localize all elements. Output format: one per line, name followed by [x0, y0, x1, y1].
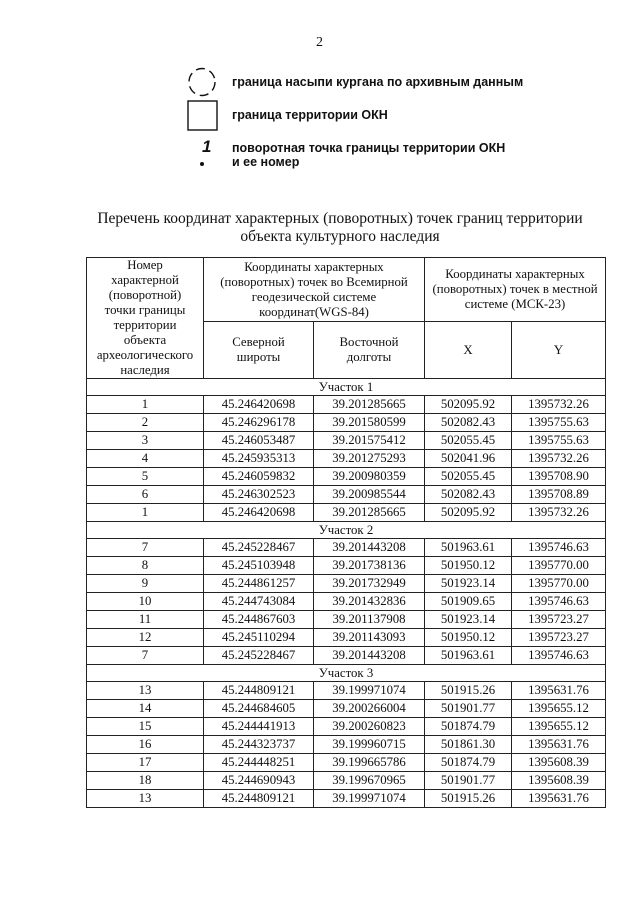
cell-north-latitude: 45.245228467: [204, 647, 314, 665]
cell-x: 501901.77: [425, 772, 512, 790]
cell-point-number: 3: [87, 432, 204, 450]
cell-y: 1395723.27: [512, 611, 606, 629]
cell-x: 501909.65: [425, 593, 512, 611]
table-row: [87, 736, 606, 754]
cell-y: 1395723.27: [512, 629, 606, 647]
table-row: [87, 539, 606, 557]
cell-north-latitude: 45.244809121: [204, 682, 314, 700]
table-row: [87, 718, 606, 736]
cell-y: 1395770.00: [512, 575, 606, 593]
header-wgs84: Координаты характерных (поворотных) точек во Всемирной геодезической системе координат(WGS-84): [204, 258, 425, 322]
table-row: [87, 504, 606, 522]
cell-point-number: 18: [87, 772, 204, 790]
header-msk23: Координаты характерных (поворотных) точек в местной системе (МСК-23): [425, 258, 606, 322]
cell-x: 501874.79: [425, 718, 512, 736]
cell-east-longitude: 39.199670965: [314, 772, 425, 790]
cell-x: 502095.92: [425, 396, 512, 414]
table-row: [87, 396, 606, 414]
table-row: [87, 700, 606, 718]
cell-east-longitude: 39.199665786: [314, 754, 425, 772]
table-row: [87, 593, 606, 611]
cell-east-longitude: 39.200266004: [314, 700, 425, 718]
cell-north-latitude: 45.245228467: [204, 539, 314, 557]
cell-east-longitude: 39.201137908: [314, 611, 425, 629]
cell-x: 502055.45: [425, 432, 512, 450]
cell-y: 1395608.39: [512, 754, 606, 772]
cell-x: 501950.12: [425, 557, 512, 575]
cell-point-number: 15: [87, 718, 204, 736]
cell-north-latitude: 45.244861257: [204, 575, 314, 593]
table-row: [87, 772, 606, 790]
cell-y: 1395631.76: [512, 736, 606, 754]
cell-north-latitude: 45.244743084: [204, 593, 314, 611]
table-title-line1: Перечень координат характерных (поворотных) точек границ территории: [97, 210, 583, 227]
table-body: [87, 379, 606, 808]
cell-east-longitude: 39.201443208: [314, 647, 425, 665]
cell-y: 1395755.63: [512, 432, 606, 450]
cell-y: 1395770.00: [512, 557, 606, 575]
table-row: [87, 754, 606, 772]
cell-point-number: 8: [87, 557, 204, 575]
cell-point-number: 11: [87, 611, 204, 629]
cell-point-number: 10: [87, 593, 204, 611]
cell-y: 1395608.39: [512, 772, 606, 790]
section-row: [87, 665, 606, 682]
cell-y: 1395732.26: [512, 504, 606, 522]
header-east-longitude: Восточной долготы: [314, 322, 425, 379]
table-row: [87, 414, 606, 432]
cell-east-longitude: 39.200980359: [314, 468, 425, 486]
cell-north-latitude: 45.244690943: [204, 772, 314, 790]
cell-east-longitude: 39.201580599: [314, 414, 425, 432]
cell-x: 502082.43: [425, 486, 512, 504]
cell-north-latitude: 45.244448251: [204, 754, 314, 772]
table-row: [87, 486, 606, 504]
header-point-number: Номер характерной (поворотной) точки границы территории объекта археологического наследия: [87, 258, 204, 379]
legend-label-turning-point-number: и ее номер: [232, 155, 300, 169]
cell-north-latitude: 45.246059832: [204, 468, 314, 486]
cell-x: 501923.14: [425, 575, 512, 593]
cell-north-latitude: 45.245110294: [204, 629, 314, 647]
cell-y: 1395755.63: [512, 414, 606, 432]
cell-y: 1395746.63: [512, 647, 606, 665]
cell-x: 501915.26: [425, 790, 512, 808]
legend-label-turning-point: поворотная точка границы территории ОКН: [232, 141, 506, 155]
cell-north-latitude: 45.245935313: [204, 450, 314, 468]
cell-point-number: 9: [87, 575, 204, 593]
cell-point-number: 1: [87, 504, 204, 522]
cell-y: 1395655.12: [512, 718, 606, 736]
legend-label-mound-boundary: граница насыпи кургана по архивным данным: [232, 75, 524, 89]
cell-point-number: 1: [87, 396, 204, 414]
cell-north-latitude: 45.244809121: [204, 790, 314, 808]
table-row: [87, 629, 606, 647]
cell-x: 501901.77: [425, 700, 512, 718]
cell-y: 1395732.26: [512, 450, 606, 468]
cell-point-number: 13: [87, 790, 204, 808]
cell-x: 502041.96: [425, 450, 512, 468]
cell-x: 501950.12: [425, 629, 512, 647]
table-row: [87, 647, 606, 665]
cell-y: 1395746.63: [512, 539, 606, 557]
table-header: [87, 258, 606, 379]
cell-east-longitude: 39.199971074: [314, 790, 425, 808]
cell-north-latitude: 45.244867603: [204, 611, 314, 629]
cell-y: 1395631.76: [512, 682, 606, 700]
cell-east-longitude: 39.201285665: [314, 396, 425, 414]
cell-north-latitude: 45.246053487: [204, 432, 314, 450]
table-row: [87, 575, 606, 593]
table-row: [87, 450, 606, 468]
cell-point-number: 2: [87, 414, 204, 432]
table-title-line2: объекта культурного наследия: [240, 228, 440, 245]
section-title: Участок 1: [87, 379, 606, 396]
cell-y: 1395708.90: [512, 468, 606, 486]
point-marker-dot: [200, 162, 204, 166]
cell-east-longitude: 39.201738136: [314, 557, 425, 575]
cell-east-longitude: 39.201285665: [314, 504, 425, 522]
header-y: Y: [512, 322, 606, 379]
cell-point-number: 16: [87, 736, 204, 754]
cell-north-latitude: 45.246296178: [204, 414, 314, 432]
cell-y: 1395655.12: [512, 700, 606, 718]
cell-x: 501915.26: [425, 682, 512, 700]
dashed-circle-icon: [187, 66, 217, 98]
table-row: [87, 682, 606, 700]
point-marker-icon: [196, 137, 216, 169]
section-title: Участок 2: [87, 522, 606, 539]
cell-north-latitude: 45.246302523: [204, 486, 314, 504]
cell-point-number: 14: [87, 700, 204, 718]
cell-north-latitude: 45.246420698: [204, 504, 314, 522]
cell-east-longitude: 39.201275293: [314, 450, 425, 468]
cell-x: 502055.45: [425, 468, 512, 486]
table-row: [87, 611, 606, 629]
cell-point-number: 13: [87, 682, 204, 700]
cell-y: 1395631.76: [512, 790, 606, 808]
cell-point-number: 5: [87, 468, 204, 486]
cell-east-longitude: 39.201143093: [314, 629, 425, 647]
header-north-latitude: Северной широты: [204, 322, 314, 379]
cell-x: 501963.61: [425, 539, 512, 557]
cell-east-longitude: 39.201443208: [314, 539, 425, 557]
cell-y: 1395732.26: [512, 396, 606, 414]
cell-east-longitude: 39.201575412: [314, 432, 425, 450]
cell-east-longitude: 39.201432836: [314, 593, 425, 611]
table-title: [60, 210, 620, 246]
point-marker-number: 1: [202, 137, 212, 156]
cell-point-number: 4: [87, 450, 204, 468]
section-row: [87, 522, 606, 539]
cell-x: 502082.43: [425, 414, 512, 432]
page-number: 2: [316, 35, 323, 50]
table-row: [87, 432, 606, 450]
section-row: [87, 379, 606, 396]
cell-north-latitude: 45.244441913: [204, 718, 314, 736]
cell-east-longitude: 39.200985544: [314, 486, 425, 504]
section-title: Участок 3: [87, 665, 606, 682]
cell-point-number: 7: [87, 539, 204, 557]
cell-point-number: 7: [87, 647, 204, 665]
cell-point-number: 12: [87, 629, 204, 647]
cell-x: 501874.79: [425, 754, 512, 772]
table-row: [87, 790, 606, 808]
cell-east-longitude: 39.199960715: [314, 736, 425, 754]
cell-north-latitude: 45.246420698: [204, 396, 314, 414]
legend-label-okn-boundary: граница территории ОКН: [232, 108, 388, 122]
cell-north-latitude: 45.244684605: [204, 700, 314, 718]
cell-x: 502095.92: [425, 504, 512, 522]
cell-x: 501923.14: [425, 611, 512, 629]
cell-east-longitude: 39.199971074: [314, 682, 425, 700]
square-outline-icon: [187, 100, 219, 132]
cell-x: 501861.30: [425, 736, 512, 754]
table-row: [87, 468, 606, 486]
cell-point-number: 17: [87, 754, 204, 772]
cell-north-latitude: 45.245103948: [204, 557, 314, 575]
cell-east-longitude: 39.200260823: [314, 718, 425, 736]
cell-x: 501963.61: [425, 647, 512, 665]
cell-point-number: 6: [87, 486, 204, 504]
coordinates-table: [86, 257, 606, 808]
header-x: X: [425, 322, 512, 379]
cell-y: 1395746.63: [512, 593, 606, 611]
table-row: [87, 557, 606, 575]
cell-north-latitude: 45.244323737: [204, 736, 314, 754]
cell-y: 1395708.89: [512, 486, 606, 504]
cell-east-longitude: 39.201732949: [314, 575, 425, 593]
